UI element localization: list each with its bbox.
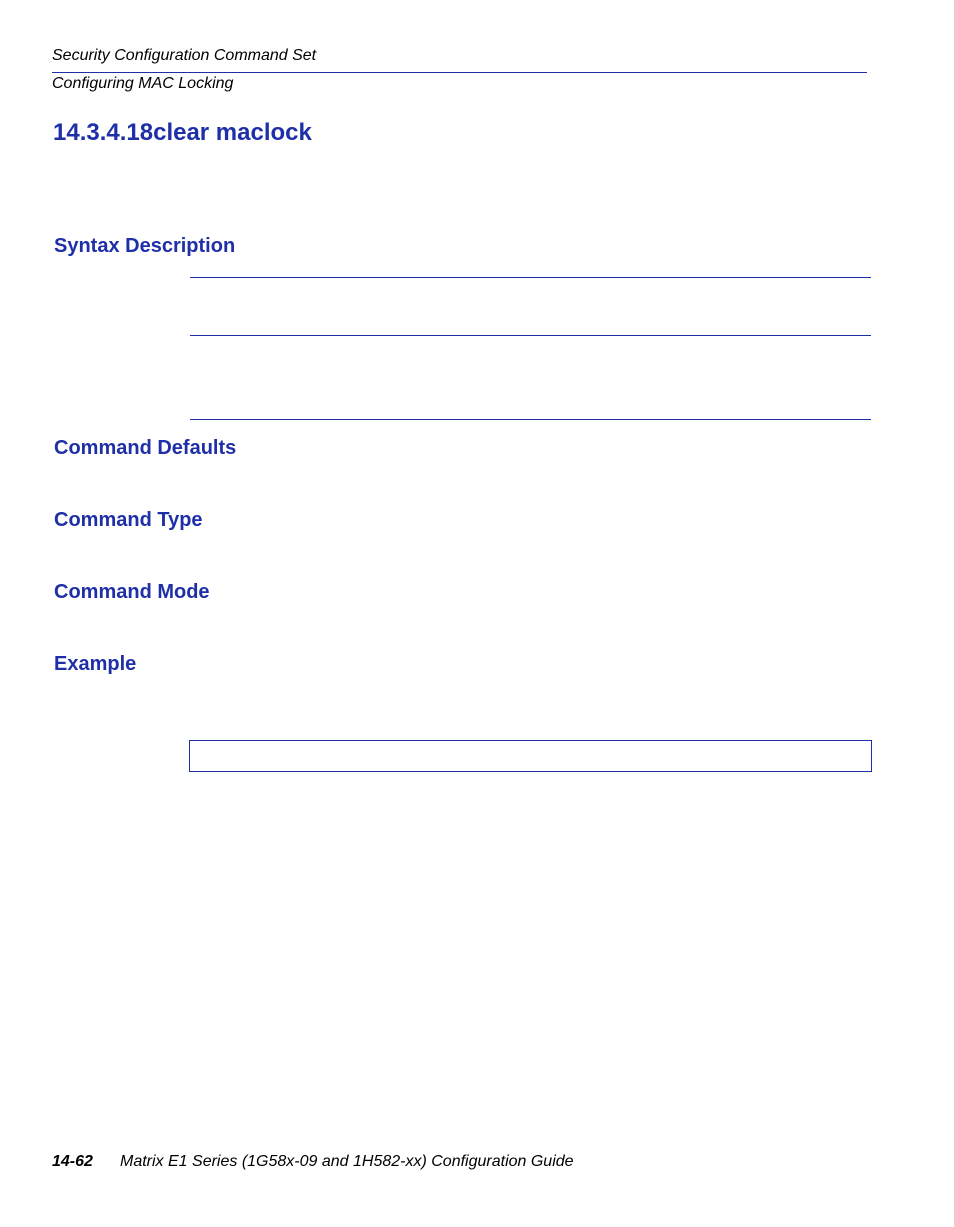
heading-syntax-description: Syntax Description xyxy=(54,235,236,257)
footer-guide-title: Matrix E1 Series (1G58x-09 and 1H582-xx) Configuration Guide xyxy=(120,1153,574,1170)
example-code-box xyxy=(189,740,872,772)
heading-example: Example xyxy=(54,653,137,675)
header-chapter-title: Security Configuration Command Set xyxy=(52,47,317,64)
table-rule-bottom xyxy=(190,419,871,420)
table-rule-top xyxy=(190,277,871,278)
header-divider xyxy=(52,72,867,73)
heading-command-mode: Command Mode xyxy=(54,581,210,603)
heading-command-type: Command Type xyxy=(54,509,203,531)
section-title: 14.3.4.18clear maclock xyxy=(53,119,312,146)
table-rule-middle xyxy=(190,335,871,336)
footer-page-number: 14-62 xyxy=(52,1153,93,1170)
header-section-title: Configuring MAC Locking xyxy=(52,75,234,92)
heading-command-defaults: Command Defaults xyxy=(54,437,237,459)
